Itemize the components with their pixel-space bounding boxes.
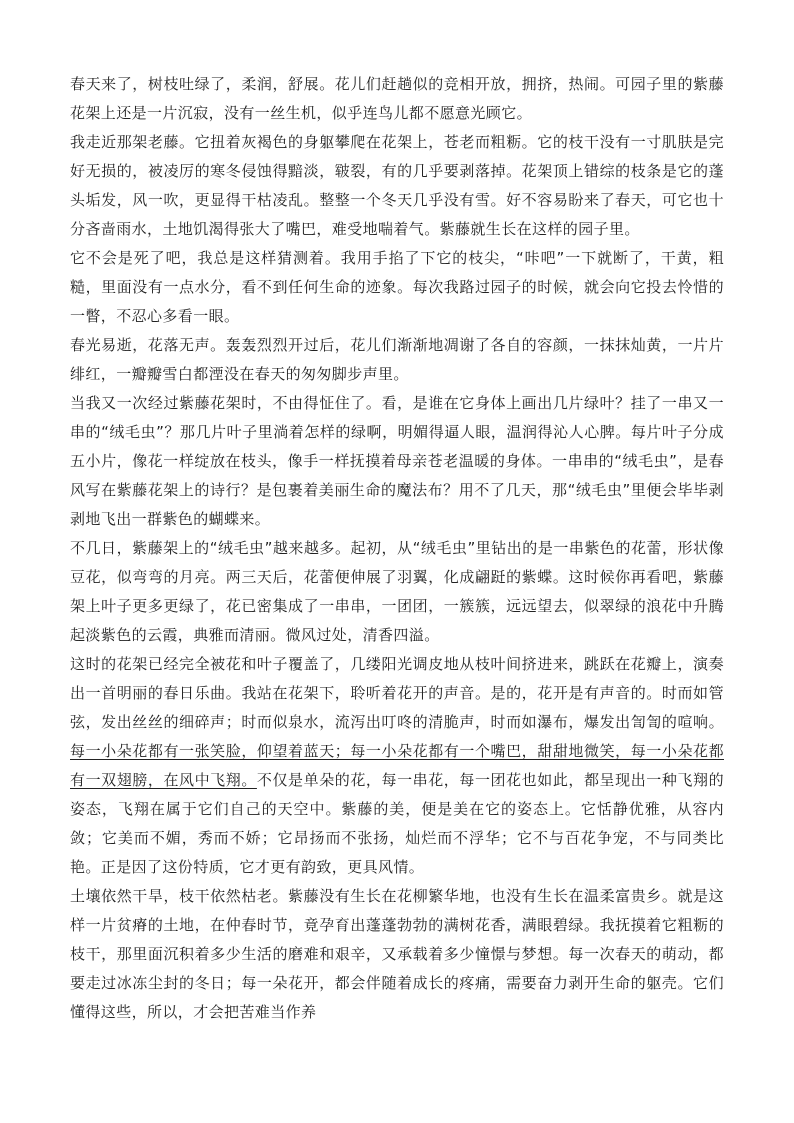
paragraph-7 [70, 650, 724, 882]
paragraph-5: 当我又一次经过紫藤花架时，不由得怔住了。看，是谁在它身体上画出几片绿叶？挂了一串又一串的“绒毛虫”？那几片叶子里淌着怎样的绿啊，明媚得逼人眼，温润得沁人心脾。每片叶子分成五小片，像花一样绽放在枝头，像手一样抚摸着母亲苍老温暖的身体。一串串的“绒毛虫”，是春风写在紫藤花架上的诗行？是包裹着美丽生命的魔法布？用不了几天，那“绒毛虫”里便会毕毕剥剥地飞出一群紫色的蝴蝶来。 [70, 394, 724, 528]
paragraph-3: 它不会是死了吧，我总是这样猜测着。我用手掐了下它的枝尖，“咔吧”一下就断了，干黄，粗糙，里面没有一点水分，看不到任何生命的迹象。每次我路过园子的时候，就会向它投去怜惜的一瞥，不忍心多看一眼。 [70, 249, 724, 325]
paragraph-7-text-after: 不仅是单朵的花，每一串花，每一团花也如此，都呈现出一种飞翔的姿态，飞翔在属于它们自己的天空中。紫藤的美，便是美在它的姿态上。它恬静优雅，从容内敛；它美而不媚，秀而不娇；它昂扬而不张扬，灿烂而不浮华；它不与百花争宠，不与同类比艳。正是因了这份特质，它才更有韵致，更具风情。 [70, 771, 724, 876]
paragraph-1: 春天来了，树枝吐绿了，柔润，舒展。花儿们赶趟似的竞相开放，拥挤，热闹。可园子里的紫藤花架上还是一片沉寂，没有一丝生机，似乎连鸟儿都不愿意光顾它。 [70, 75, 724, 122]
paragraph-6: 不几日，紫藤架上的“绒毛虫”越来越多。起初，从“绒毛虫”里钻出的是一串紫色的花蕾，形状像豆花，似弯弯的月亮。两三天后，花蕾便伸展了羽翼，化成翩跹的紫蝶。这时候你再看吧，紫藤架上叶子更多更绿了，花已密集成了一串串，一团团，一簇簇，远远望去，似翠绿的浪花中升腾起淡紫色的云霞，典雅而清丽。微风过处，清香四溢。 [70, 539, 724, 644]
paragraph-7-text-before: 这时的花架已经完全被花和叶子覆盖了，几缕阳光调皮地从枝叶间挤进来，跳跃在花瓣上，演奏出一首明丽的春日乐曲。我站在花架下，聆听着花开的声音。是的，花开是有声音的。时而如管弦，发出丝丝的细碎声；时而似泉水，流泻出叮咚的清脆声，时而如瀑布，爆发出訇訇的喧响。 [70, 655, 724, 731]
article-body [70, 70, 724, 1027]
paragraph-8: 土壤依然干旱，枝干依然枯老。紫藤没有生长在花柳繁华地，也没有生长在温柔富贵乡。就是这样一片贫瘠的土地，在仲春时节，竟孕育出蓬蓬勃勃的满树花香，满眼碧绿。我抚摸着它粗粝的枝干，那里面沉积着多少生活的磨难和艰辛，又承载着多少憧憬与梦想。每一次春天的萌动，都要走过冰冻尘封的冬日；每一朵花开，都会伴随着成长的疼痛，需要奋力剥开生命的躯壳。它们懂得这些，所以，才会把苦难当作养 [70, 887, 724, 1021]
paragraph-4: 春光易逝，花落无声。轰轰烈烈开过后，花儿们渐渐地凋谢了各自的容颜，一抹抹灿黄，一片片绯红，一瓣瓣雪白都湮没在春天的匆匆脚步声里。 [70, 336, 724, 383]
underlined-sentence: 每一小朵花都有一张笑脸，仰望着蓝天；每一小朵花都有一个嘴巴，甜甜地微笑，每一小朵花都有一双翅膀，在风中飞翔。 [70, 742, 724, 789]
paragraph-2: 我走近那架老藤。它扭着灰褐色的身躯攀爬在花架上，苍老而粗粝。它的枝干没有一寸肌肤是完好无损的，被凌厉的寒冬侵蚀得黯淡，皲裂，有的几乎要剥落掉。花架顶上错综的枝条是它的蓬头垢发，风一吹，更显得干枯凌乱。整整一个冬天几乎没有雪。好不容易盼来了春天，可它也十分吝啬雨水，土地饥渴得张大了嘴巴，难受地喘着气。紫藤就生长在这样的园子里。 [70, 133, 724, 238]
